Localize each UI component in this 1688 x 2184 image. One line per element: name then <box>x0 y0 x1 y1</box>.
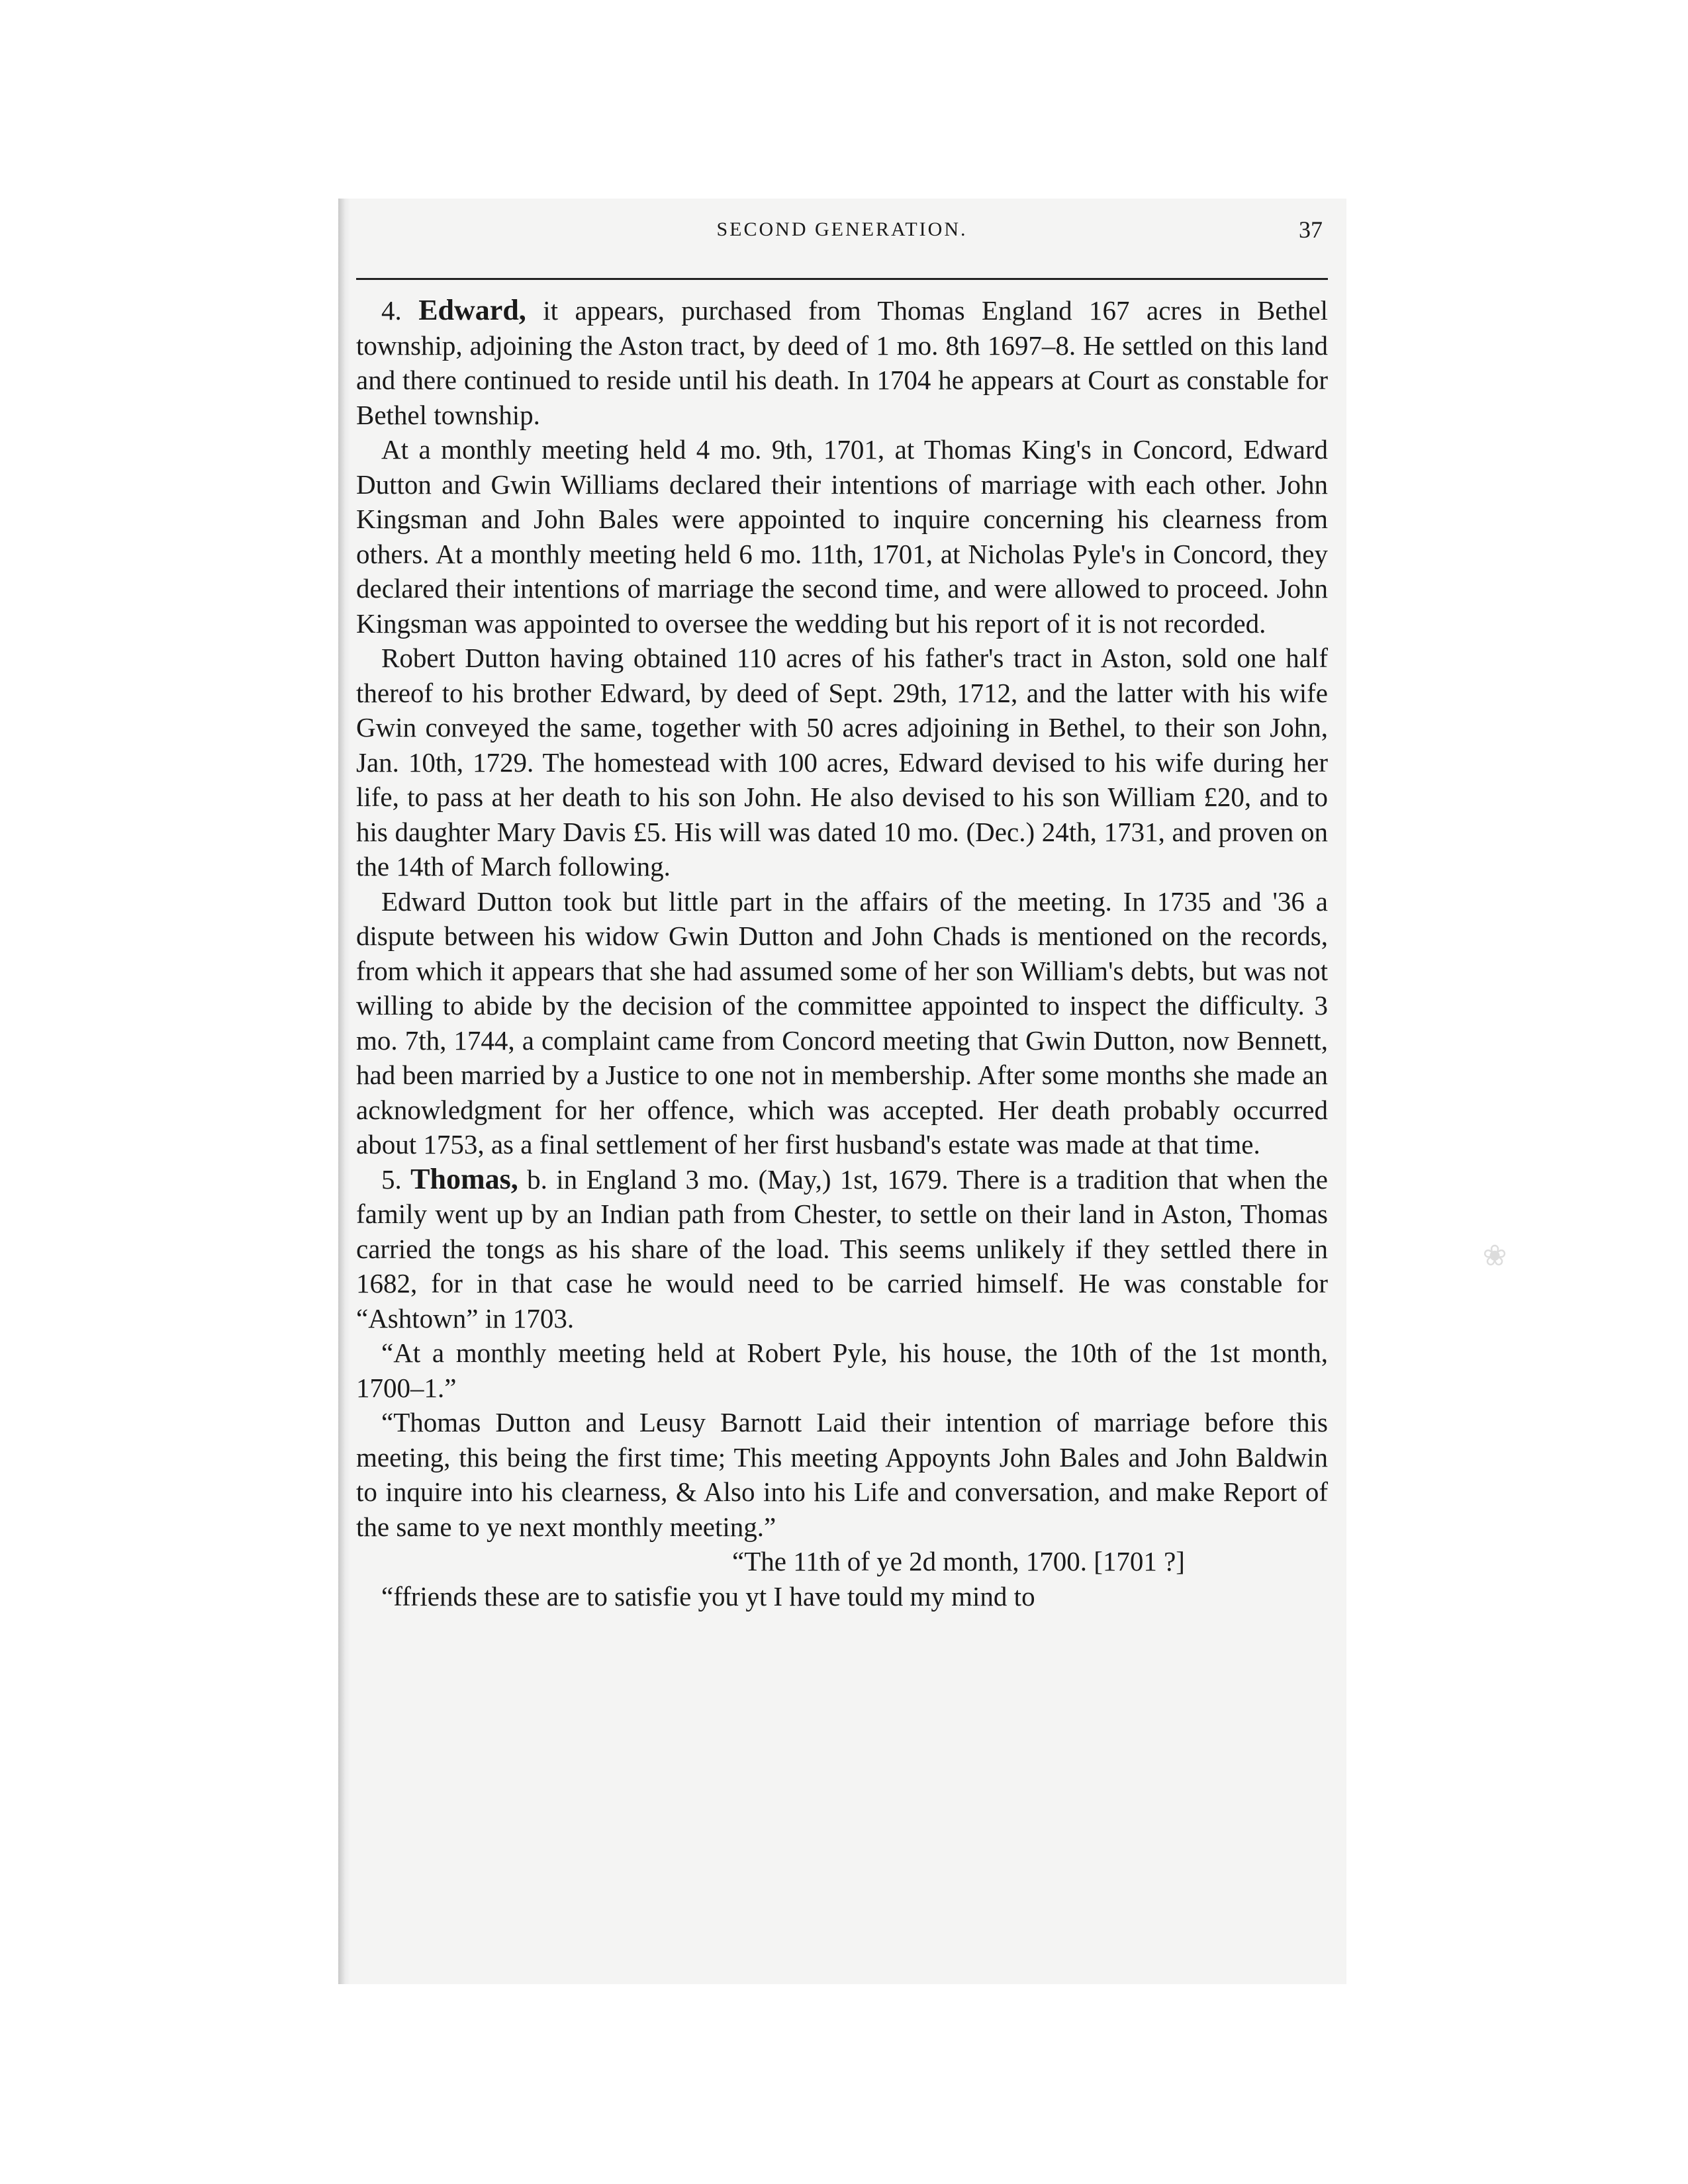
paragraph-marriage: At a monthly meeting held 4 mo. 9th, 1701, at Thomas King's in Concord, Edward Dutton and Gwin Williams declared their intentions of marriage with each other. John Kingsman and John Bales were appointed to inquire concerning his clearness from others. At a monthly meeting held 6 mo. 11th, 1701, at Nicholas Pyle's in Concord, they declared their intentions of marriage the second time, and were allowed to proceed. John Kingsman was appointed to oversee the wedding but his report of it is not recorded. <box>356 434 1328 639</box>
quote-intention: “Thomas Dutton and Leusy Barnott Laid their intention of marriage before this meeting, this being the first time; This meeting Appoynts John Bales and John Baldwin to inquire into his clearness, & Also into his Life and conversation, and make Report of the same to ye next monthly meeting.” <box>356 1407 1328 1542</box>
quote-date: “The 11th of ye 2d month, 1700. [1701 ?] <box>732 1546 1185 1576</box>
paragraph-thomas <box>356 1162 1328 1336</box>
paragraph-text: b. in England 3 mo. (May,) 1st, 1679. There is a tradition that when the family went up by an Indian path from Chester, to settle on their land in Aston, Thomas carried the tongs as his share of the load. This seems unlikely if they settled there in 1682, for in that case he would need to be carried himself. He was constable for “Ashtown” in 1703. <box>356 1163 1329 1334</box>
scan-shadow <box>338 199 350 1984</box>
paragraph-text: it appears, purchased from Thomas England 167 acres in Bethel township, adjoining the Aston tract, by deed of 1 mo. 8th 1697–8. He settled on this land and there continued to reside until his death. In 1704 he appears at Court as constable for Bethel township. <box>356 295 1329 430</box>
quote-letter: “ffriends these are to satisfie you yt I have tould my mind to <box>381 1580 1035 1612</box>
page-content <box>356 199 1328 1614</box>
quote-meeting: “At a monthly meeting held at Robert Pyle, his house, the 10th of the 1st month, 1700–1.” <box>356 1338 1328 1403</box>
page-number: 37 <box>1299 216 1323 243</box>
running-title: SECOND GENERATION. <box>716 218 968 240</box>
paragraph-land: Robert Dutton having obtained 110 acres of his father's tract in Aston, sold one half thereof to his brother Edward, by deed of Sept. 29th, 1712, and the latter with his wife Gwin conveyed the same, together with 50 acres adjoining in Bethel, to their son John, Jan. 10th, 1729. The homestead with 100 acres, Edward devised to his wife during her life, to pass at her death to his son John. He also devised to his son William £20, and to his daughter Mary Davis £5. His will was dated 10 mo. (Dec.) 24th, 1731, and proven on the 14th of March following. <box>356 643 1328 882</box>
entry-name: Thomas, <box>410 1162 518 1195</box>
body-text <box>356 293 1328 1614</box>
running-head <box>356 209 1328 249</box>
paragraph-edward <box>356 293 1328 432</box>
entry-number: 4. <box>381 295 402 326</box>
entry-number: 5. <box>381 1163 402 1195</box>
entry-name: Edward, <box>418 294 526 326</box>
leaf-watermark-icon: ❀ <box>1482 1239 1507 1273</box>
header-rule <box>356 278 1328 280</box>
paragraph-widow: Edward Dutton took but little part in the affairs of the meeting. In 1735 and '36 a dispute between his widow Gwin Dutton and John Chads is mentioned on the records, from which it appears that she had assumed some of her son William's debts, but was not willing to abide by the decision of the committee appointed to inspect the difficulty. 3 mo. 7th, 1744, a complaint came from Concord meeting that Gwin Dutton, now Bennett, had been married by a Justice to one not in membership. After some months she made an acknowledgment for her offence, which was accepted. Her death probably occurred about 1753, as a final settlement of her first husband's estate was made at that time. <box>356 886 1328 1160</box>
